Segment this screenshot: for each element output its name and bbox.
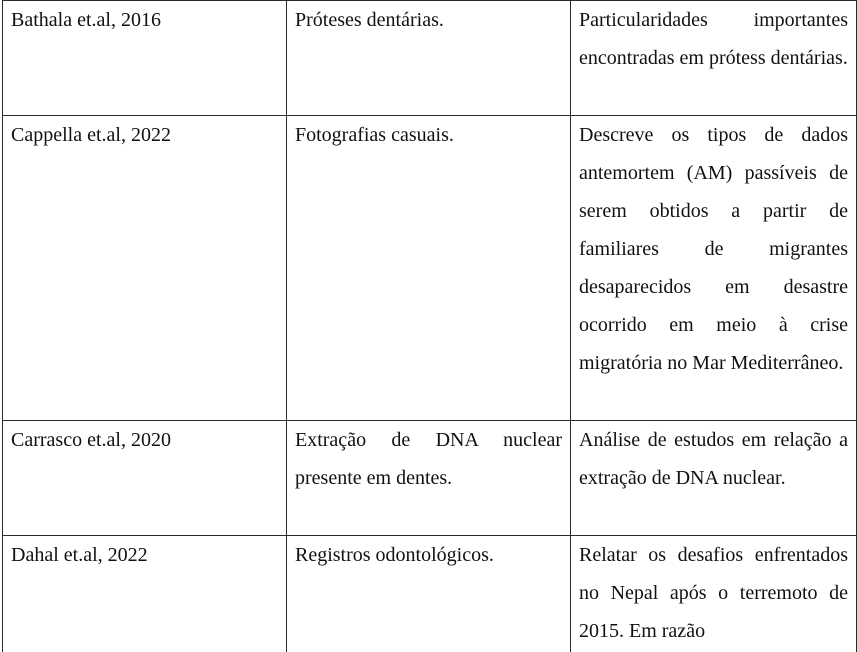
author-text: Cappella et.al, 2022 bbox=[11, 124, 171, 146]
description-text: Relatar os desafios enfrentados no Nepal após o terremoto de 2015. Em razão bbox=[579, 544, 848, 642]
author-cell bbox=[3, 1, 287, 116]
description-cell bbox=[571, 421, 857, 536]
author-cell bbox=[3, 421, 287, 536]
topic-text: Registros odontológicos. bbox=[295, 544, 494, 566]
topic-text: Extração de DNA nuclear presente em dentes. bbox=[295, 429, 562, 489]
topic-text: Próteses dentárias. bbox=[295, 9, 444, 31]
topic-cell bbox=[287, 1, 571, 116]
author-text: Bathala et.al, 2016 bbox=[11, 9, 161, 31]
author-cell bbox=[3, 536, 287, 652]
description-cell bbox=[571, 116, 857, 421]
topic-cell bbox=[287, 116, 571, 421]
topic-text: Fotografias casuais. bbox=[295, 124, 454, 146]
topic-cell bbox=[287, 536, 571, 652]
table-row bbox=[3, 116, 857, 421]
description-cell bbox=[571, 1, 857, 116]
author-text: Dahal et.al, 2022 bbox=[11, 544, 148, 566]
references-table bbox=[2, 0, 857, 652]
description-text: Descreve os tipos de dados antemortem (AM) passíveis de serem obtidos a partir de familiares de migrantes desaparecidos em desastre ocorrido em meio à crise migratória no Mar Mediterrâneo. bbox=[579, 124, 848, 374]
author-cell bbox=[3, 116, 287, 421]
description-text: Análise de estudos em relação a extração de DNA nuclear. bbox=[579, 429, 848, 489]
table-row bbox=[3, 421, 857, 536]
table-row bbox=[3, 536, 857, 652]
table-row bbox=[3, 1, 857, 116]
author-text: Carrasco et.al, 2020 bbox=[11, 429, 171, 451]
description-text: Particularidades importantes encontradas em prótess dentárias. bbox=[579, 9, 848, 69]
topic-cell bbox=[287, 421, 571, 536]
description-cell bbox=[571, 536, 857, 652]
